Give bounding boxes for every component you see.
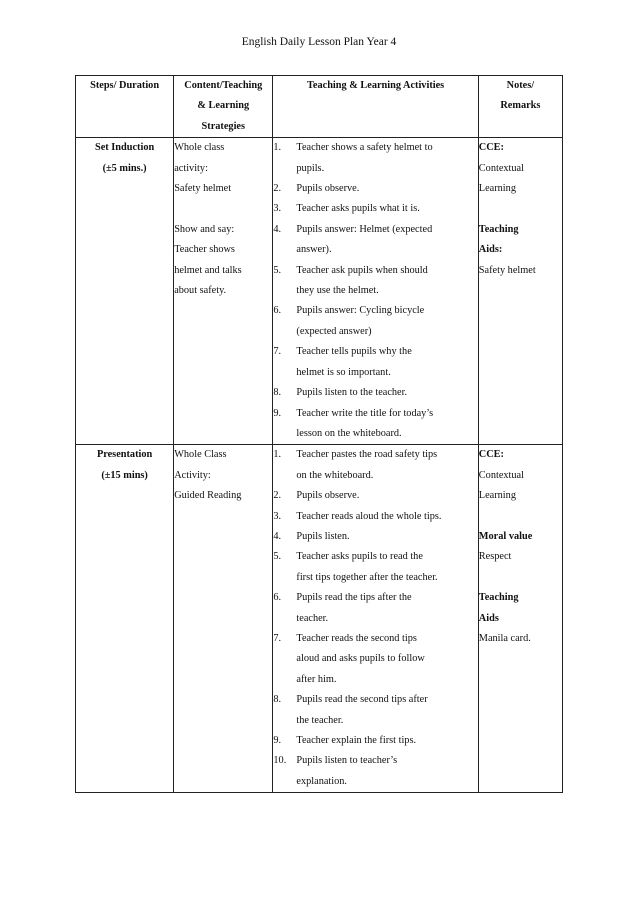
list-item — [273, 342, 477, 383]
activity-line: Teacher reads aloud the whole tips. — [296, 510, 442, 522]
activity-text — [296, 751, 477, 792]
list-item — [273, 179, 477, 199]
activity-line: Pupils listen to the teacher. — [296, 387, 408, 399]
activity-line: Pupils listen to teacher’s — [296, 755, 398, 767]
activity-number: 7. — [273, 346, 282, 358]
activity-line: Teacher explain the first tips. — [296, 735, 417, 746]
activity-text — [296, 404, 477, 445]
activity-line: Pupils listen. — [296, 530, 350, 542]
activity-number: 8. — [273, 387, 282, 399]
activity-text — [296, 527, 477, 547]
list-item — [273, 138, 477, 179]
note-label: Teaching — [478, 592, 519, 604]
activity-number: 6. — [273, 305, 282, 317]
strategy-line: Show and say: — [174, 223, 235, 235]
list-item — [273, 301, 477, 342]
step-label: Presentation — [96, 449, 153, 461]
list-item — [273, 383, 477, 403]
activities-list — [273, 445, 477, 792]
col-header-line: Notes/ — [506, 80, 535, 91]
activity-line: Pupils read the second tips after — [296, 694, 428, 706]
strategy-line: Activity: — [174, 469, 211, 481]
activity-line: the teacher. — [296, 714, 344, 726]
notes-cell — [478, 445, 562, 793]
activity-line: Pupils observe. — [296, 183, 360, 195]
activity-text — [296, 199, 477, 219]
list-item — [273, 261, 477, 302]
note-label: Aids: — [478, 244, 503, 256]
note-label: Aids — [478, 612, 499, 624]
step-label: (±15 mins) — [101, 469, 148, 481]
activity-number: 3. — [273, 510, 282, 522]
activity-text — [296, 507, 477, 527]
activity-line: Pupils answer: Helmet (expected — [296, 223, 433, 235]
spacer — [479, 568, 562, 588]
note-line: Manila card. — [478, 632, 531, 644]
note-label: Teaching — [478, 223, 519, 235]
list-item — [273, 690, 477, 731]
list-item — [273, 507, 477, 527]
activity-text — [296, 629, 477, 690]
strategy-line: Teacher shows — [174, 244, 235, 256]
note-label: Moral value — [478, 530, 533, 542]
activity-text — [296, 731, 477, 751]
activity-line: explanation. — [296, 775, 348, 787]
lesson-plan-table — [75, 75, 563, 793]
activity-line: on the whiteboard. — [296, 469, 374, 481]
note-line: Contextual — [478, 162, 524, 174]
activity-number: 6. — [273, 592, 282, 604]
activity-number: 9. — [273, 407, 282, 419]
list-item — [273, 751, 477, 792]
col-header-line: Strategies — [201, 120, 246, 132]
activity-number: 2. — [273, 183, 282, 195]
col-header-line: Teaching & Learning Activities — [306, 80, 445, 91]
activity-line: helmet is so important. — [296, 366, 391, 378]
col-header-notes — [478, 76, 562, 138]
list-item — [273, 588, 477, 629]
activities-cell — [273, 138, 478, 445]
activity-line: Pupils observe. — [296, 490, 360, 502]
step-cell — [76, 138, 174, 445]
note-label: CCE: — [478, 142, 504, 154]
activity-number: 1. — [273, 449, 282, 461]
activity-text — [296, 138, 477, 179]
col-header-activities — [273, 76, 478, 138]
strategy-line: Safety helmet — [174, 183, 232, 195]
activity-line: Teacher asks pupils what it is. — [296, 203, 420, 215]
table-row — [76, 445, 563, 793]
col-header-line: Content/Teaching — [184, 80, 263, 91]
activity-line: pupils. — [296, 162, 325, 174]
activity-number: 5. — [273, 264, 282, 276]
activity-number: 4. — [273, 530, 282, 542]
activity-line: aloud and asks pupils to follow — [296, 653, 425, 665]
list-item — [273, 220, 477, 261]
activity-line: Teacher ask pupils when should — [296, 264, 428, 276]
col-header-steps — [76, 76, 174, 138]
activity-text — [296, 547, 477, 588]
step-cell — [76, 445, 174, 793]
activity-line: Pupils answer: Cycling bicycle — [296, 305, 425, 317]
activity-text — [296, 690, 477, 731]
activity-text — [296, 445, 477, 486]
strategy-line: Whole class — [174, 142, 225, 154]
activity-number: 10. — [273, 755, 287, 767]
page-header: English Daily Lesson Plan Year 4 — [241, 36, 397, 48]
list-item — [273, 445, 477, 486]
list-item — [273, 547, 477, 588]
activity-text — [296, 383, 477, 403]
activity-line: they use the helmet. — [296, 285, 379, 297]
spacer — [479, 507, 562, 527]
activities-list — [273, 138, 477, 444]
col-header-strategies — [174, 76, 273, 138]
activity-number: 3. — [273, 203, 282, 215]
list-item — [273, 199, 477, 219]
activity-line: Teacher asks pupils to read the — [296, 551, 423, 563]
col-header-line: Steps/ Duration — [90, 80, 160, 91]
activity-line: after him. — [296, 673, 337, 685]
note-label: CCE: — [478, 449, 504, 461]
activity-line: teacher. — [296, 612, 329, 624]
activity-text — [296, 486, 477, 506]
activity-line: answer). — [296, 244, 332, 256]
activity-number: 2. — [273, 490, 282, 502]
activity-line: Teacher write the title for today’s — [296, 407, 434, 419]
note-line: Safety helmet — [478, 264, 536, 276]
activity-line: Teacher pastes the road safety tips — [296, 449, 438, 461]
activity-text — [296, 220, 477, 261]
strategy-line: Whole Class — [174, 449, 227, 461]
strategy-line: helmet and talks — [174, 264, 242, 276]
table-row — [76, 138, 563, 445]
activity-text — [296, 261, 477, 302]
activity-line: lesson on the whiteboard. — [296, 427, 402, 439]
activities-cell — [273, 445, 478, 793]
activity-text — [296, 301, 477, 342]
list-item — [273, 731, 477, 751]
activity-text — [296, 179, 477, 199]
step-label: Set Induction — [94, 142, 155, 154]
note-line: Respect — [478, 551, 512, 563]
strategies-cell — [174, 445, 273, 793]
activity-number: 9. — [273, 735, 282, 746]
col-header-line: Remarks — [500, 100, 541, 112]
strategy-line: activity: — [174, 162, 208, 174]
activity-text — [296, 588, 477, 629]
activity-number: 7. — [273, 632, 282, 644]
strategy-line: Guided Reading — [174, 490, 242, 502]
activity-number: 4. — [273, 223, 282, 235]
activity-line: (expected answer) — [296, 325, 372, 337]
list-item — [273, 629, 477, 690]
activity-line: Teacher reads the second tips — [296, 632, 417, 644]
strategies-cell — [174, 138, 273, 445]
activity-number: 1. — [273, 142, 282, 154]
strategy-line: about safety. — [174, 285, 227, 297]
activity-line: first tips together after the teacher. — [296, 571, 438, 583]
note-line: Learning — [478, 490, 516, 502]
header-row — [76, 76, 563, 138]
spacer — [174, 199, 272, 219]
activity-text — [296, 342, 477, 383]
col-header-line: & Learning — [197, 100, 250, 112]
activity-line: Teacher shows a safety helmet to — [296, 142, 433, 154]
activity-line: Teacher tells pupils why the — [296, 346, 412, 358]
note-line: Learning — [478, 183, 516, 195]
step-label: (±5 mins.) — [102, 162, 147, 174]
activity-number: 8. — [273, 694, 282, 706]
activity-number: 5. — [273, 551, 282, 563]
list-item — [273, 486, 477, 506]
activity-line: Pupils read the tips after the — [296, 592, 412, 604]
note-line: Contextual — [478, 469, 524, 481]
list-item — [273, 404, 477, 445]
notes-cell — [478, 138, 562, 445]
spacer — [479, 199, 562, 219]
list-item — [273, 527, 477, 547]
